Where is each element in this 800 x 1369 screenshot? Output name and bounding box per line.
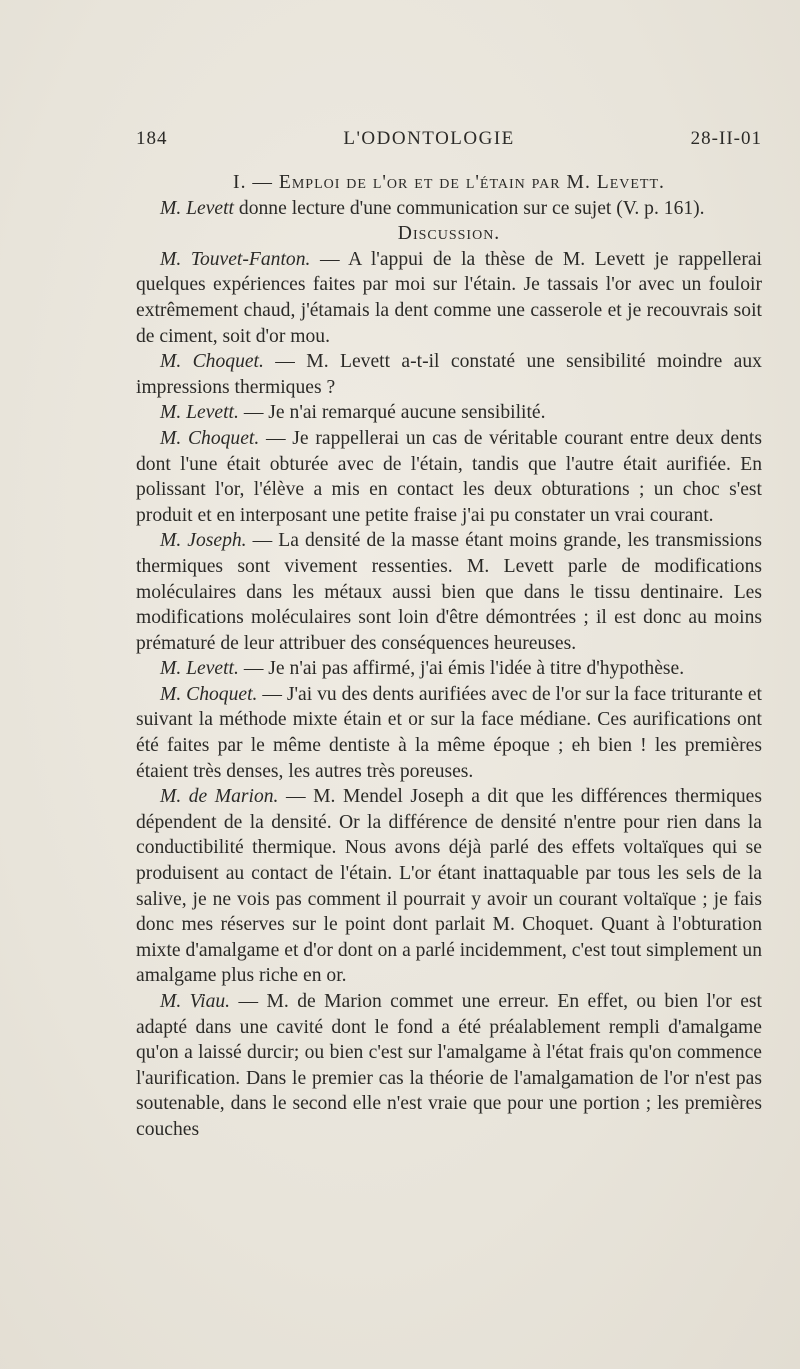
discussion-paragraph [136, 349, 762, 400]
discussion-paragraph [136, 989, 762, 1143]
speaker-name: M. Levett [160, 197, 234, 219]
paragraph-text: donne lecture d'une communication sur ce sujet (V. p. 161). [238, 197, 705, 219]
discussion-paragraph [136, 426, 762, 528]
discussion-paragraph [136, 247, 762, 349]
discussion-paragraph [136, 656, 762, 682]
speaker-name: M. Touvet-Fanton. [160, 248, 311, 270]
discussion-paragraph [136, 400, 762, 426]
paragraph-text: — J'ai vu des dents aurifiées avec de l'or sur la face triturante et suivant la méthode mixte étain et or sur la face médiane. Ces aurifications ont été faites par le même dentiste à la même époque ; eh bien ! les premières étaient très denses, les autres très poreuses. [136, 683, 762, 782]
speaker-name: M. Levett. [160, 402, 239, 424]
discussion-heading: Discussion. [397, 223, 501, 245]
speaker-name: M. Joseph. [160, 530, 247, 552]
discussion-paragraph [136, 528, 762, 656]
running-header [136, 128, 762, 150]
page-number: 184 [136, 128, 168, 149]
speaker-name: M. Choquet. [160, 683, 258, 705]
paragraph-text: — M. de Marion commet une erreur. En effet, ou bien l'or est adapté dans une cavité dont le fond a été préalablement rempli d'amalgame qu'on a laissé durcir; ou bien c'est sur l'amalgame à l'état frais qu'on commence l'aurification. Dans le premier cas la théorie de l'amalgamation de l'or n'est pas soutenable, dans le second elle n'est vraie que pour une portion ; les premières couches [136, 991, 762, 1140]
intro-paragraph [136, 196, 762, 222]
paragraph-text: — Je n'ai remarqué aucune sensibilité. [243, 402, 546, 424]
discussion-paragraph [136, 784, 762, 989]
page-body [136, 170, 762, 1143]
paragraph-text: — Je rappellerai un cas de véritable courant entre deux dents dont l'une était obturée avec de l'étain, tandis que l'autre était aurifiée. En polissant l'or, l'élève a mis en contact les deux obturations ; un choc s'est produit et en interposant une petite fraise j'ai pu constater un vrai courant. [136, 427, 762, 526]
paragraph-text: — M. Mendel Joseph a dit que les différences thermiques dépendent de la densité. Or la différence de densité n'entre pour rien dans la conductibilité thermique. Nous avons déjà parlé des effets voltaïques qui se produisent au contact de l'étain. L'or étant inattaquable par tous les sels de la salive, je ne vois pas comment il pourrait y avoir un courant voltaïque ; je fais donc mes réserves sur le point dont parlait M. Choquet. Quant à l'obturation mixte d'amalgame et d'or dont on a parlé incidemment, c'est tout simplement un amalgame plus riche en or. [136, 786, 762, 987]
paragraph-text: — A l'appui de la thèse de M. Levett je rappellerai quelques expériences faites par moi sur l'étain. Je tassais l'or avec un fouloir extrêmement chaud, j'étamais la dent comme une casserole et je recouvrais soit de ciment, soit d'or mou. [136, 248, 762, 347]
speaker-name: M. Viau. [160, 991, 231, 1012]
section-title: I. — Emploi de l'or et de l'étain par M. Levett. [233, 172, 665, 193]
paragraph-text: — La densité de la masse étant moins grande, les transmissions thermiques sont vivement ressenties. M. Levett parle de modifications moléculaires dans les métaux aussi bien que dans le tissu dentinaire. Les modifications moléculaires sont loin d'être démontrées ; il est donc au moins prématuré de leur attribuer des conséquences heureuses. [136, 530, 762, 654]
issue-date: 28-II-01 [690, 128, 762, 149]
discussion-paragraph [136, 682, 762, 784]
paragraph-text: — Je n'ai pas affirmé, j'ai émis l'idée à titre d'hypothèse. [243, 658, 685, 680]
paragraph-text: — M. Levett a-t-il constaté une sensibilité moindre aux impressions thermiques ? [136, 351, 762, 398]
speaker-name: M. Choquet. [160, 351, 264, 373]
speaker-name: M. de Marion. [160, 786, 279, 808]
speaker-name: M. Levett. [160, 658, 239, 680]
speaker-name: M. Choquet. [160, 427, 260, 449]
journal-title: L'ODONTOLOGIE [343, 128, 515, 149]
